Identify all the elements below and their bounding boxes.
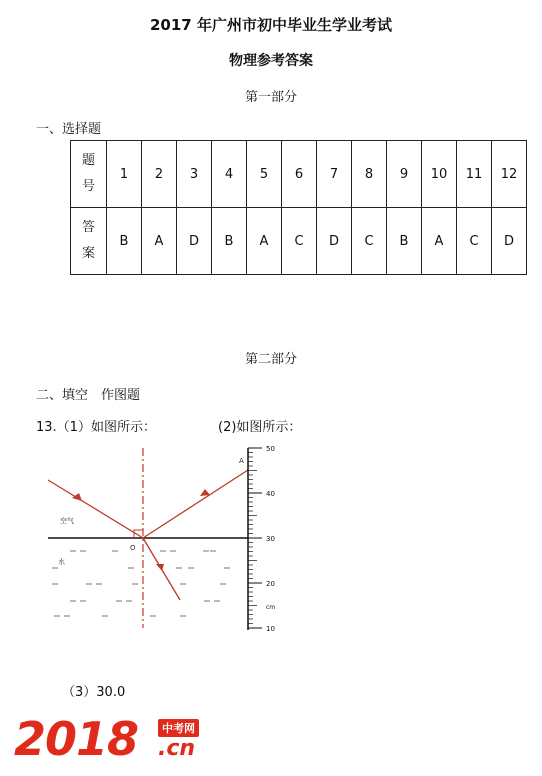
point-a-label: A bbox=[239, 457, 244, 465]
incident-arrow bbox=[72, 493, 82, 501]
incident-ray bbox=[48, 480, 143, 538]
table-cell-answer: B bbox=[107, 208, 142, 275]
table-cell-answer: A bbox=[142, 208, 177, 275]
table-cell-answer: C bbox=[352, 208, 387, 275]
ruler-tick-label: 40 bbox=[266, 490, 275, 498]
reflected-ray bbox=[143, 470, 248, 538]
table-cell-answer: C bbox=[457, 208, 492, 275]
reflected-arrow bbox=[200, 489, 210, 496]
page-title: 2017 年广州市初中毕业生学业考试 bbox=[150, 16, 392, 34]
table-cell-number: 12 bbox=[492, 141, 527, 208]
table-cell-answer: B bbox=[387, 208, 422, 275]
table-cell-answer: D bbox=[317, 208, 352, 275]
section-fill-heading: 二、填空 作图题 bbox=[36, 388, 141, 403]
table-cell-answer: D bbox=[177, 208, 212, 275]
table-cell-number: 3 bbox=[177, 141, 212, 208]
table-cell-number: 10 bbox=[422, 141, 457, 208]
table-cell-number: 11 bbox=[457, 141, 492, 208]
ruler bbox=[248, 445, 275, 633]
ruler-tick-label: 50 bbox=[266, 445, 275, 453]
table-cell-answer: A bbox=[247, 208, 282, 275]
row-header-question-number bbox=[71, 141, 107, 208]
site-logo-tag: 中考网 bbox=[158, 719, 199, 737]
table-cell-answer: A bbox=[422, 208, 457, 275]
table-row-answers bbox=[71, 208, 527, 275]
origin-label: O bbox=[130, 544, 136, 552]
refraction-figure bbox=[0, 440, 542, 640]
table-cell-answer: C bbox=[282, 208, 317, 275]
row-header-char: 号 bbox=[81, 179, 95, 194]
water-dashes bbox=[52, 551, 230, 616]
table-row-numbers bbox=[71, 141, 527, 208]
table-cell-number: 9 bbox=[387, 141, 422, 208]
table-cell-number: 7 bbox=[317, 141, 352, 208]
section-choice-heading: 一、选择题 bbox=[36, 122, 102, 137]
air-label: 空气 bbox=[60, 517, 74, 525]
table-cell-number: 6 bbox=[282, 141, 317, 208]
ruler-tick-label: 30 bbox=[266, 535, 275, 543]
water-label: 水 bbox=[58, 558, 65, 566]
part2-heading: 第二部分 bbox=[244, 352, 297, 367]
table-cell-answer: B bbox=[212, 208, 247, 275]
table-cell-answer: D bbox=[492, 208, 527, 275]
question-13-part3: （3）30.0 bbox=[62, 685, 126, 700]
table-cell-number: 8 bbox=[352, 141, 387, 208]
part1-heading: 第一部分 bbox=[244, 90, 297, 105]
row-header-answer bbox=[71, 208, 107, 275]
ruler-tick-label: 10 bbox=[266, 625, 275, 633]
row-header-char: 题 bbox=[81, 153, 95, 168]
page-subtitle: 物理参考答案 bbox=[229, 53, 313, 69]
table-cell-number: 4 bbox=[212, 141, 247, 208]
question-13-part1: 13.（1）如图所示： bbox=[36, 420, 156, 435]
row-header-char: 案 bbox=[81, 246, 95, 261]
table-cell-number: 1 bbox=[107, 141, 142, 208]
site-logo-number: 2018 bbox=[14, 712, 139, 766]
ruler-unit-label: cm bbox=[266, 604, 276, 611]
site-logo-domain: .cn bbox=[158, 736, 196, 761]
table-cell-number: 5 bbox=[247, 141, 282, 208]
question-13-part2: (2)如图所示： bbox=[218, 420, 302, 435]
table-cell-number: 2 bbox=[142, 141, 177, 208]
ruler-tick-label: 20 bbox=[266, 580, 275, 588]
answer-table bbox=[70, 140, 527, 275]
row-header-char: 答 bbox=[81, 220, 95, 235]
